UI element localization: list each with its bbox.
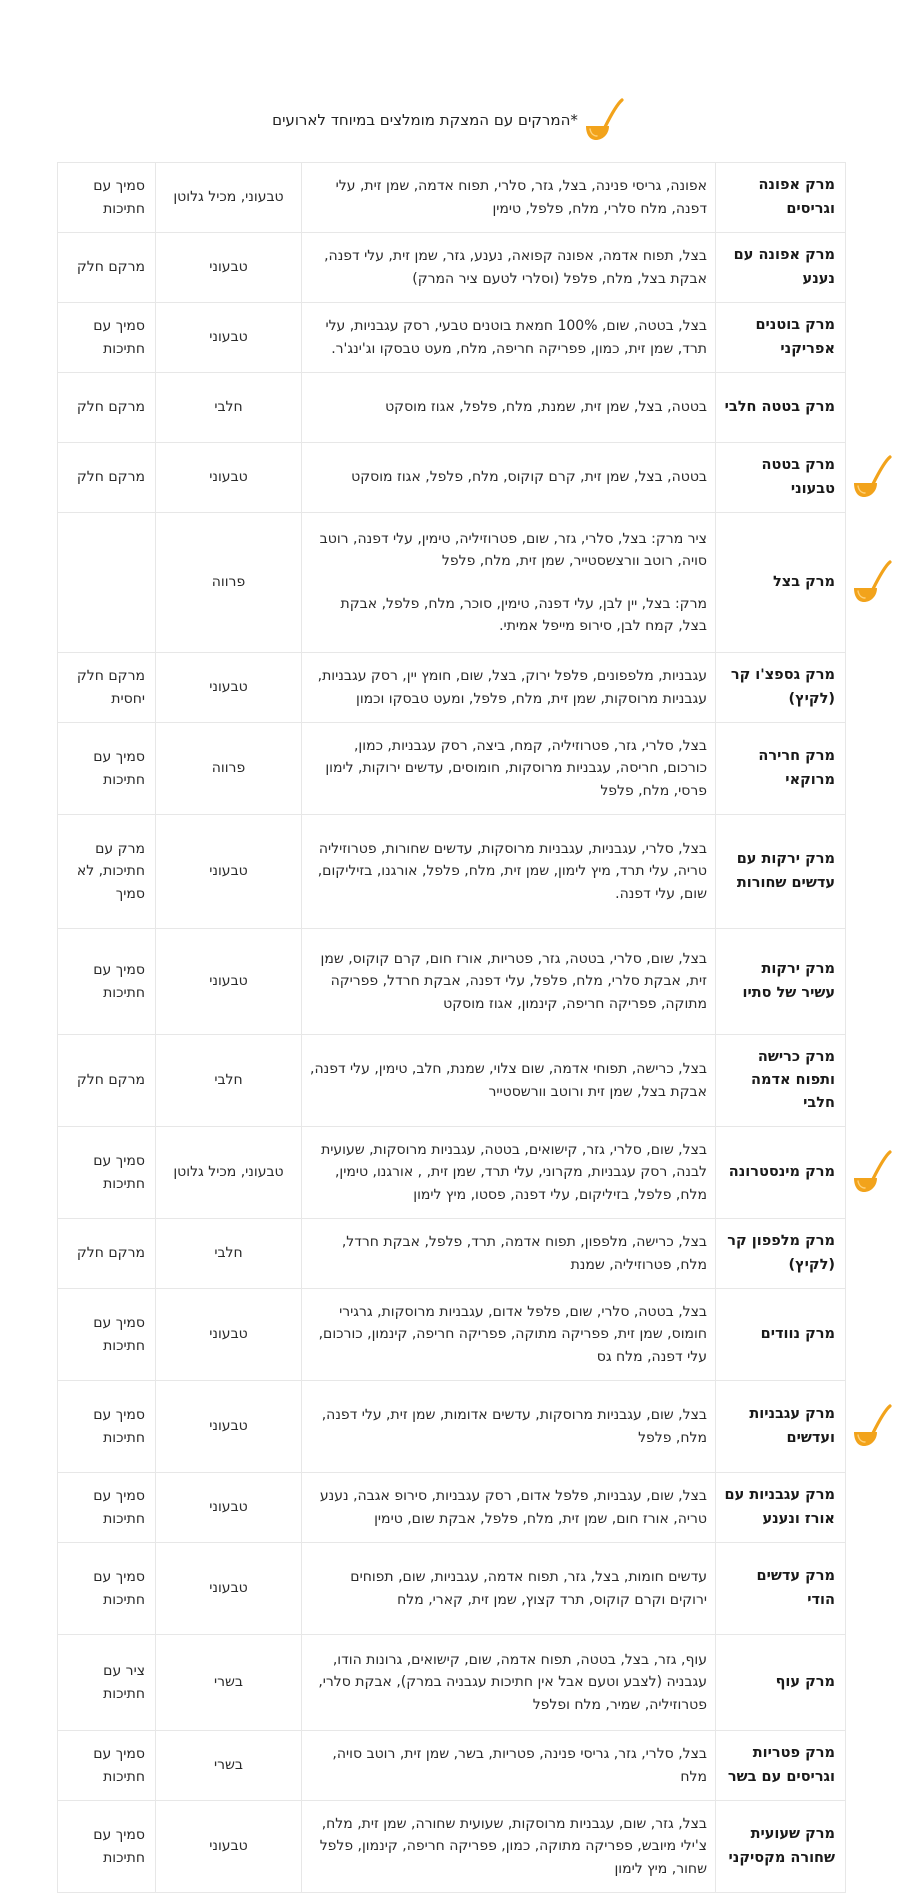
soup-texture: סמיך עם חתיכות: [58, 1473, 156, 1543]
ingredients-paragraph: בטטה, בצל, שמן זית, קרם קוקוס, מלח, פלפל, אגוז מוסקט: [351, 469, 707, 486]
ladle-icon: [850, 1147, 896, 1197]
soup-ingredients: [302, 443, 716, 513]
soup-row: [58, 163, 846, 233]
soup-ingredients: [302, 513, 716, 653]
soup-texture: סמיך עם חתיכות: [58, 723, 156, 815]
soup-name: מרק ירקות עם עדשים שחורות: [716, 815, 846, 929]
soup-ingredients: [302, 1127, 716, 1219]
soup-type: פרווה: [156, 513, 302, 653]
ladle-icon: [850, 557, 896, 607]
soup-row: [58, 513, 846, 653]
soup-name: מרק נוודים: [716, 1289, 846, 1381]
soup-row: [58, 653, 846, 723]
soup-row: [58, 373, 846, 443]
soup-ingredients: [302, 1635, 716, 1731]
ingredients-paragraph: מרק: בצל, יין לבן, עלי דפנה, טימין, סוכר, מלח, פלפל, אבקת בצל, קמח לבן, סירופ מייפל אמיתי.: [340, 595, 707, 634]
soup-name: מרק גספצ'ו קר (לקיץ): [716, 653, 846, 723]
soup-row: [58, 1381, 846, 1473]
soup-row: [58, 929, 846, 1035]
soup-name: מרק עדשים הודי: [716, 1543, 846, 1635]
soup-name: מרק ירקות עשיר של סתיו: [716, 929, 846, 1035]
ingredients-paragraph: בצל, שום, עגבניות מרוסקות, עדשים אדומות, שמן זית, עלי דפנה, מלח, פלפל: [321, 1407, 707, 1446]
ladle-icon: [582, 95, 628, 145]
ladle-icon: [850, 452, 896, 502]
soup-ingredients: [302, 233, 716, 303]
soup-type: טבעוני, מכיל גלוטן: [156, 1127, 302, 1219]
soup-row: [58, 1035, 846, 1127]
soup-texture: מרק עם חתיכות, לא סמיך: [58, 815, 156, 929]
ingredients-paragraph: בצל, שום, עגבניות, פלפל אדום, רסק עגבניות, סירופ אגבה, נענע טריה, אורז חום, שמן זית, מלח, פלפל, אבקת שום, טימין: [319, 1488, 707, 1527]
ingredients-paragraph: עגבניות, מלפפונים, פלפל ירוק, בצל, שום, חומץ יין, רסק עגבניות, עגבניות מרוסקות, שמן זית, מלח, פלפל, ומעט טבסקו וכמון: [317, 668, 707, 707]
soup-texture: סמיך עם חתיכות: [58, 1289, 156, 1381]
soup-type: טבעוני: [156, 1801, 302, 1893]
soup-row: [58, 1731, 846, 1801]
soup-texture: ציר עם חתיכות: [58, 1635, 156, 1731]
soup-name: מרק בטטה טבעוני: [716, 443, 846, 513]
soup-row: [58, 815, 846, 929]
ingredients-paragraph: בצל, כרישה, מלפפון, תפוח אדמה, תרד, פלפל, אבקת חרדל, מלח, פטרוזיליה, שמנת: [341, 1234, 707, 1273]
soup-row: [58, 1543, 846, 1635]
ingredients-paragraph: בצל, כרישה, תפוחי אדמה, שום צלוי, שמנת, חלב, טימין, עלי דפנה, אבקת בצל, שמן זית ורוטב וורשסטייר: [310, 1061, 707, 1100]
soup-name: מרק מינסטרונה: [716, 1127, 846, 1219]
soup-type: טבעוני: [156, 929, 302, 1035]
soup-table-body: [58, 163, 846, 1893]
ingredients-paragraph: בצל, שום, סלרי, גזר, קישואים, בטטה, עגבניות מרוסקות, שעועית לבנה, רסק עגבניות, מקרוני, עלי תרד, שמן זית, , אורגנו, טימין, מלח, פלפל, בזיליקום, עלי דפנה, פסטו, מיץ לימון: [321, 1141, 707, 1203]
soup-type: טבעוני, מכיל גלוטן: [156, 163, 302, 233]
soup-ingredients: [302, 163, 716, 233]
ingredients-paragraph: בצל, תפוח אדמה, אפונה קפואה, נענע, גזר, שמן זית, עלי דפנה, אבקת בצל, מלח, פלפל (וסלרי לטעם ציר המרק): [324, 248, 707, 287]
soup-texture: מרקם חלק: [58, 373, 156, 443]
soup-row: [58, 1473, 846, 1543]
soup-name: מרק בטטה חלבי: [716, 373, 846, 443]
soup-type: טבעוני: [156, 1473, 302, 1543]
soup-texture: סמיך עם חתיכות: [58, 1381, 156, 1473]
soup-name: מרק אפונה עם נענע: [716, 233, 846, 303]
ingredients-paragraph: בצל, סלרי, גזר, גריסי פנינה, פטריות, בשר, שמן זית, רוטב סויה, מלח: [332, 1746, 707, 1785]
soup-texture: סמיך עם חתיכות: [58, 929, 156, 1035]
legend-text: *המרקים עם המצקת מומלצים במיוחד לארועים: [272, 111, 578, 129]
soup-name: מרק עוף: [716, 1635, 846, 1731]
soup-texture: מרקם חלק: [58, 1035, 156, 1127]
soup-texture: סמיך עם חתיכות: [58, 1127, 156, 1219]
soup-name: מרק חרירה מרוקאי: [716, 723, 846, 815]
soup-name: מרק עגבניות ועדשים: [716, 1381, 846, 1473]
soup-name: מרק שעועית שחורה מקסיקני: [716, 1801, 846, 1893]
soup-type: פרווה: [156, 723, 302, 815]
soup-type: טבעוני: [156, 443, 302, 513]
soup-ingredients: [302, 929, 716, 1035]
soup-ingredients: [302, 1543, 716, 1635]
soup-ingredients: [302, 653, 716, 723]
ladle-icon: [850, 1401, 896, 1451]
soup-ingredients: [302, 1473, 716, 1543]
soup-name: מרק אפונה וגריסים: [716, 163, 846, 233]
soup-type: חלבי: [156, 1035, 302, 1127]
soup-texture: סמיך עם חתיכות: [58, 1801, 156, 1893]
ingredients-paragraph: בצל, בטטה, שום, 100% חמאת בוטנים טבעי, רסק עגבניות, עלי תרד, שמן זית, כמון, פפריקה חריפה, מלח, מעט טבסקו וג'ינג'ר.: [325, 318, 707, 357]
soup-type: חלבי: [156, 1219, 302, 1289]
soup-row: [58, 1635, 846, 1731]
soup-type: חלבי: [156, 373, 302, 443]
soup-texture: סמיך עם חתיכות: [58, 303, 156, 373]
soup-row: [58, 1127, 846, 1219]
soup-row: [58, 233, 846, 303]
ingredients-paragraph: בצל, גזר, שום, עגבניות מרוסקות, שעועית שחורה, שמן זית, מלח, צ'ילי מיובש, פפריקה מתוקה, כמון, פפריקה חריפה, קינמון, פלפל שחור, מיץ לימון: [319, 1815, 707, 1877]
soup-ingredients: [302, 1381, 716, 1473]
soup-row: [58, 1801, 846, 1893]
soup-ingredients: [302, 723, 716, 815]
soup-ingredients: [302, 373, 716, 443]
soup-name: מרק כרישה ותפוח אדמה חלבי: [716, 1035, 846, 1127]
soup-row: [58, 1289, 846, 1381]
soup-type: בשרי: [156, 1731, 302, 1801]
soup-texture: מרקם חלק: [58, 233, 156, 303]
soup-ingredients: [302, 1289, 716, 1381]
soup-type: טבעוני: [156, 1543, 302, 1635]
soup-ingredients: [302, 1035, 716, 1127]
soup-texture: סמיך עם חתיכות: [58, 163, 156, 233]
soup-name: מרק בצל: [716, 513, 846, 653]
soup-type: טבעוני: [156, 653, 302, 723]
soup-type: טבעוני: [156, 303, 302, 373]
soup-texture: מרקם חלק יחסית: [58, 653, 156, 723]
soup-name: מרק מלפפון קר (לקיץ): [716, 1219, 846, 1289]
ingredients-paragraph: בצל, סלרי, עגבניות, עגבניות מרוסקות, עדשים שחורות, פטרוזיליה טריה, עלי תרד, מיץ לימון, שמן זית, מלח, פלפל, אורגנו, בזיליקום, שום, עלי דפנה.: [317, 840, 707, 902]
soup-row: [58, 303, 846, 373]
soup-table: [57, 162, 846, 1893]
soup-row: [58, 443, 846, 513]
ingredients-paragraph: עוף, גזר, בצל, בטטה, תפוח אדמה, שום, קישואים, גרונות הודו, עגבניה (לצבע וטעם אבל אין חתיכות עגבניה במרק), אבקת סלרי, פטרוזיליה, שמיר, מלח ופלפל: [318, 1651, 707, 1713]
soup-ingredients: [302, 815, 716, 929]
ingredients-paragraph: ציר מרק: בצל, סלרי, גזר, שום, פטרוזיליה, טימין, עלי דפנה, רוטב סויה, רוטב וורצשסטייר, שמן זית, מלח, פלפל: [319, 530, 707, 570]
soup-type: בשרי: [156, 1635, 302, 1731]
soup-texture: סמיך עם חתיכות: [58, 1731, 156, 1801]
soup-type: טבעוני: [156, 1381, 302, 1473]
soup-texture: סמיך עם חתיכות: [58, 1543, 156, 1635]
ingredients-paragraph: בטטה, בצל, שמן זית, שמנת, מלח, פלפל, אגוז מוסקט: [385, 399, 707, 416]
soup-texture: מרקם חלק: [58, 443, 156, 513]
soup-texture: מרקם חלק: [58, 1219, 156, 1289]
ingredients-paragraph: בצל, שום, סלרי, בטטה, גזר, פטריות, אורז חום, קרם קוקוס, שמן זית, אבקת סלרי, מלח, פלפל, עלי דפנה, אבקת חרדל, פפריקה מתוקה, פפריקה חריפה, קינמון, אגוז מוסקט: [320, 950, 707, 1012]
soup-ingredients: [302, 303, 716, 373]
soup-name: מרק פטריות וגריסים עם בשר: [716, 1731, 846, 1801]
ingredients-paragraph: עדשים חומות, בצל, גזר, תפוח אדמה, עגבניות, שום, תפוחים ירוקים וקרם קוקוס, תרד קצוץ, שמן זית, קארי, מלח: [350, 1569, 707, 1608]
legend: [0, 98, 900, 142]
soup-type: טבעוני: [156, 233, 302, 303]
soup-table-container: [58, 162, 846, 1893]
ingredients-paragraph: בצל, סלרי, גזר, פטרוזיליה, קמח, ביצה, רסק עגבניות, כמון, כורכום, חריסה, עגבניות מרוסקות, חומוסים, עדשים ירוקות, לימון פרסי, מלח, פלפל: [325, 737, 707, 799]
soup-name: מרק עגבניות עם אורז ונענע: [716, 1473, 846, 1543]
soup-ingredients: [302, 1219, 716, 1289]
soup-ingredients: [302, 1801, 716, 1893]
ingredients-paragraph: אפונה, גריסי פנינה, בצל, גזר, סלרי, תפוח אדמה, שמן זית, עלי דפנה, מלח סלרי, מלח, פלפל, טימין: [335, 178, 707, 217]
soup-texture: [58, 513, 156, 653]
soup-type: טבעוני: [156, 1289, 302, 1381]
soup-ingredients: [302, 1731, 716, 1801]
ingredients-paragraph: בצל, בטטה, סלרי, שום, פלפל אדום, עגבניות מרוסקות, גרגירי חומוס, שמן זית, פפריקה מתוקה, פפריקה חריפה, קינמון, כורכום, עלי דפנה, מלח גס: [318, 1303, 707, 1365]
soup-name: מרק בוטנים אפריקני: [716, 303, 846, 373]
soup-type: טבעוני: [156, 815, 302, 929]
soup-row: [58, 723, 846, 815]
soup-row: [58, 1219, 846, 1289]
